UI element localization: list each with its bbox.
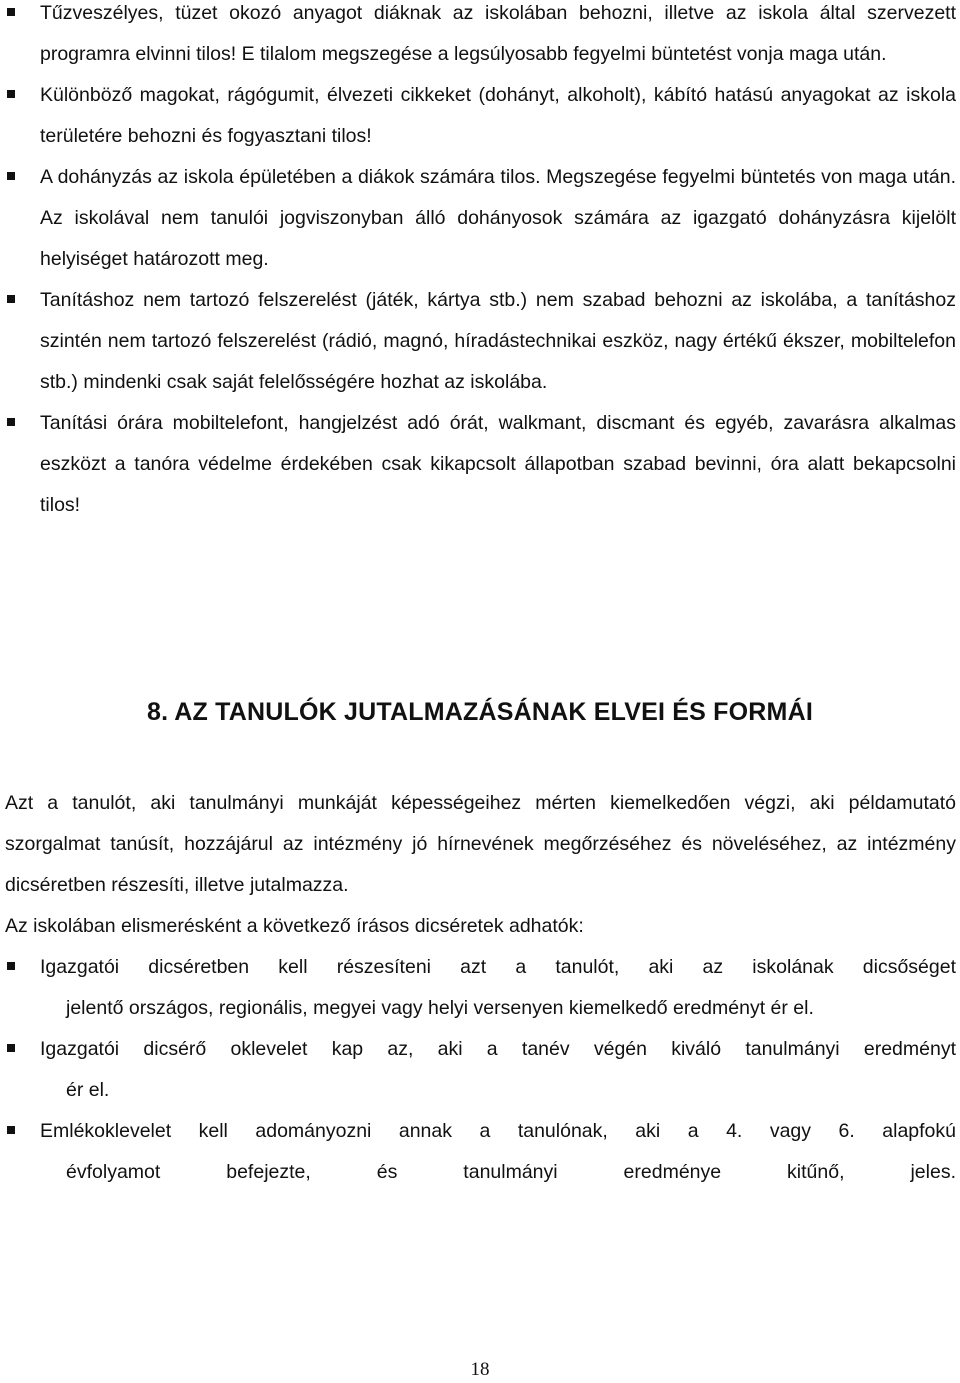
award-continuation: jelentő országos, regionális, megyei vagy helyi versenyen kiemelkedő eredményt ér el.: [66, 997, 814, 1019]
rules-list: [0, 0, 960, 526]
award-first-line: Emlékoklevelet kell adományozni annak a tanulónak, aki a 4. vagy 6. alapfokú: [40, 1120, 956, 1142]
award-continuation: évfolyamot befejezte, és tanulmányi eredménye kitűnő, jeles.: [66, 1161, 956, 1183]
award-first-line: Igazgatói dicsérő oklevelet kap az, aki a tanév végén kiváló tanulmányi eredményt: [40, 1038, 956, 1060]
list-item: [0, 157, 960, 280]
square-bullet-icon: [7, 1126, 15, 1134]
square-bullet-icon: [7, 90, 15, 98]
section-number: 8.: [147, 698, 169, 726]
rule-text: A dohányzás az iskola épületében a diákok számára tilos. Megszegése fegyelmi büntetés von maga után. Az iskolával nem tanulói jogviszonyban álló dohányosok számára az igazgató dohányzásra kijelölt helyiséget határozott meg.: [40, 166, 956, 270]
intro-paragraph: Azt a tanulót, aki tanulmányi munkáját képességeihez mérten kiemelkedően végzi, aki példamutató szorgalmat tanúsít, hozzájárul az intézmény jó hírnevének megőrzéséhez és növeléséhez, az intézmény dicséretben részesíti, illetve jutalmazza.: [5, 792, 956, 896]
square-bullet-icon: [7, 172, 15, 180]
rewards-body: [0, 783, 960, 1193]
square-bullet-icon: [7, 418, 15, 426]
list-item: [0, 0, 960, 75]
award-first-line: Igazgatói dicséretben kell részesíteni azt a tanulót, aki az iskolának dicsőséget: [40, 956, 956, 978]
list-item: [0, 1029, 960, 1111]
square-bullet-icon: [7, 1044, 15, 1052]
rule-text: Tűzveszélyes, tüzet okozó anyagot diáknak az iskolában behozni, illetve az iskola által szervezett programra elvinni tilos! E tilalom megszegése a legsúlyosabb fegyelmi büntetést vonja maga után.: [40, 2, 956, 65]
list-item: [0, 75, 960, 157]
list-item: [0, 1111, 960, 1193]
rule-text: Különböző magokat, rágógumit, élvezeti cikkeket (dohányt, alkoholt), kábító hatású anyagokat az iskola területére behozni és fogyasztani tilos!: [40, 84, 956, 147]
square-bullet-icon: [7, 295, 15, 303]
list-item: [0, 947, 960, 1029]
square-bullet-icon: [7, 962, 15, 970]
section-title: AZ TANULÓK JUTALMAZÁSÁNAK ELVEI ÉS FORMÁI: [174, 698, 813, 726]
rule-text: Tanításhoz nem tartozó felszerelést (játék, kártya stb.) nem szabad behozni az iskolába, a tanításhoz szintén nem tartozó felszerelést (rádió, magnó, híradástechnikai eszköz, nagy értékű ékszer, mobiltelefon stb.) mindenki csak saját felelősségére hozhat az iskolába.: [40, 289, 956, 393]
awards-intro: Az iskolában elismerésként a következő írásos dicséretek adhatók:: [5, 915, 584, 937]
page-number: 18: [470, 1359, 490, 1380]
rule-text: Tanítási órára mobiltelefont, hangjelzést adó órát, walkmant, discmant és egyéb, zavarásra alkalmas eszközt a tanóra védelme érdekében csak kikapcsolt állapotban szabad bevinni, óra alatt bekapcsolni tilos!: [40, 412, 956, 516]
section-heading: [0, 694, 960, 730]
square-bullet-icon: [7, 8, 15, 16]
list-item: [0, 403, 960, 526]
award-continuation: ér el.: [66, 1079, 110, 1101]
list-item: [0, 280, 960, 403]
